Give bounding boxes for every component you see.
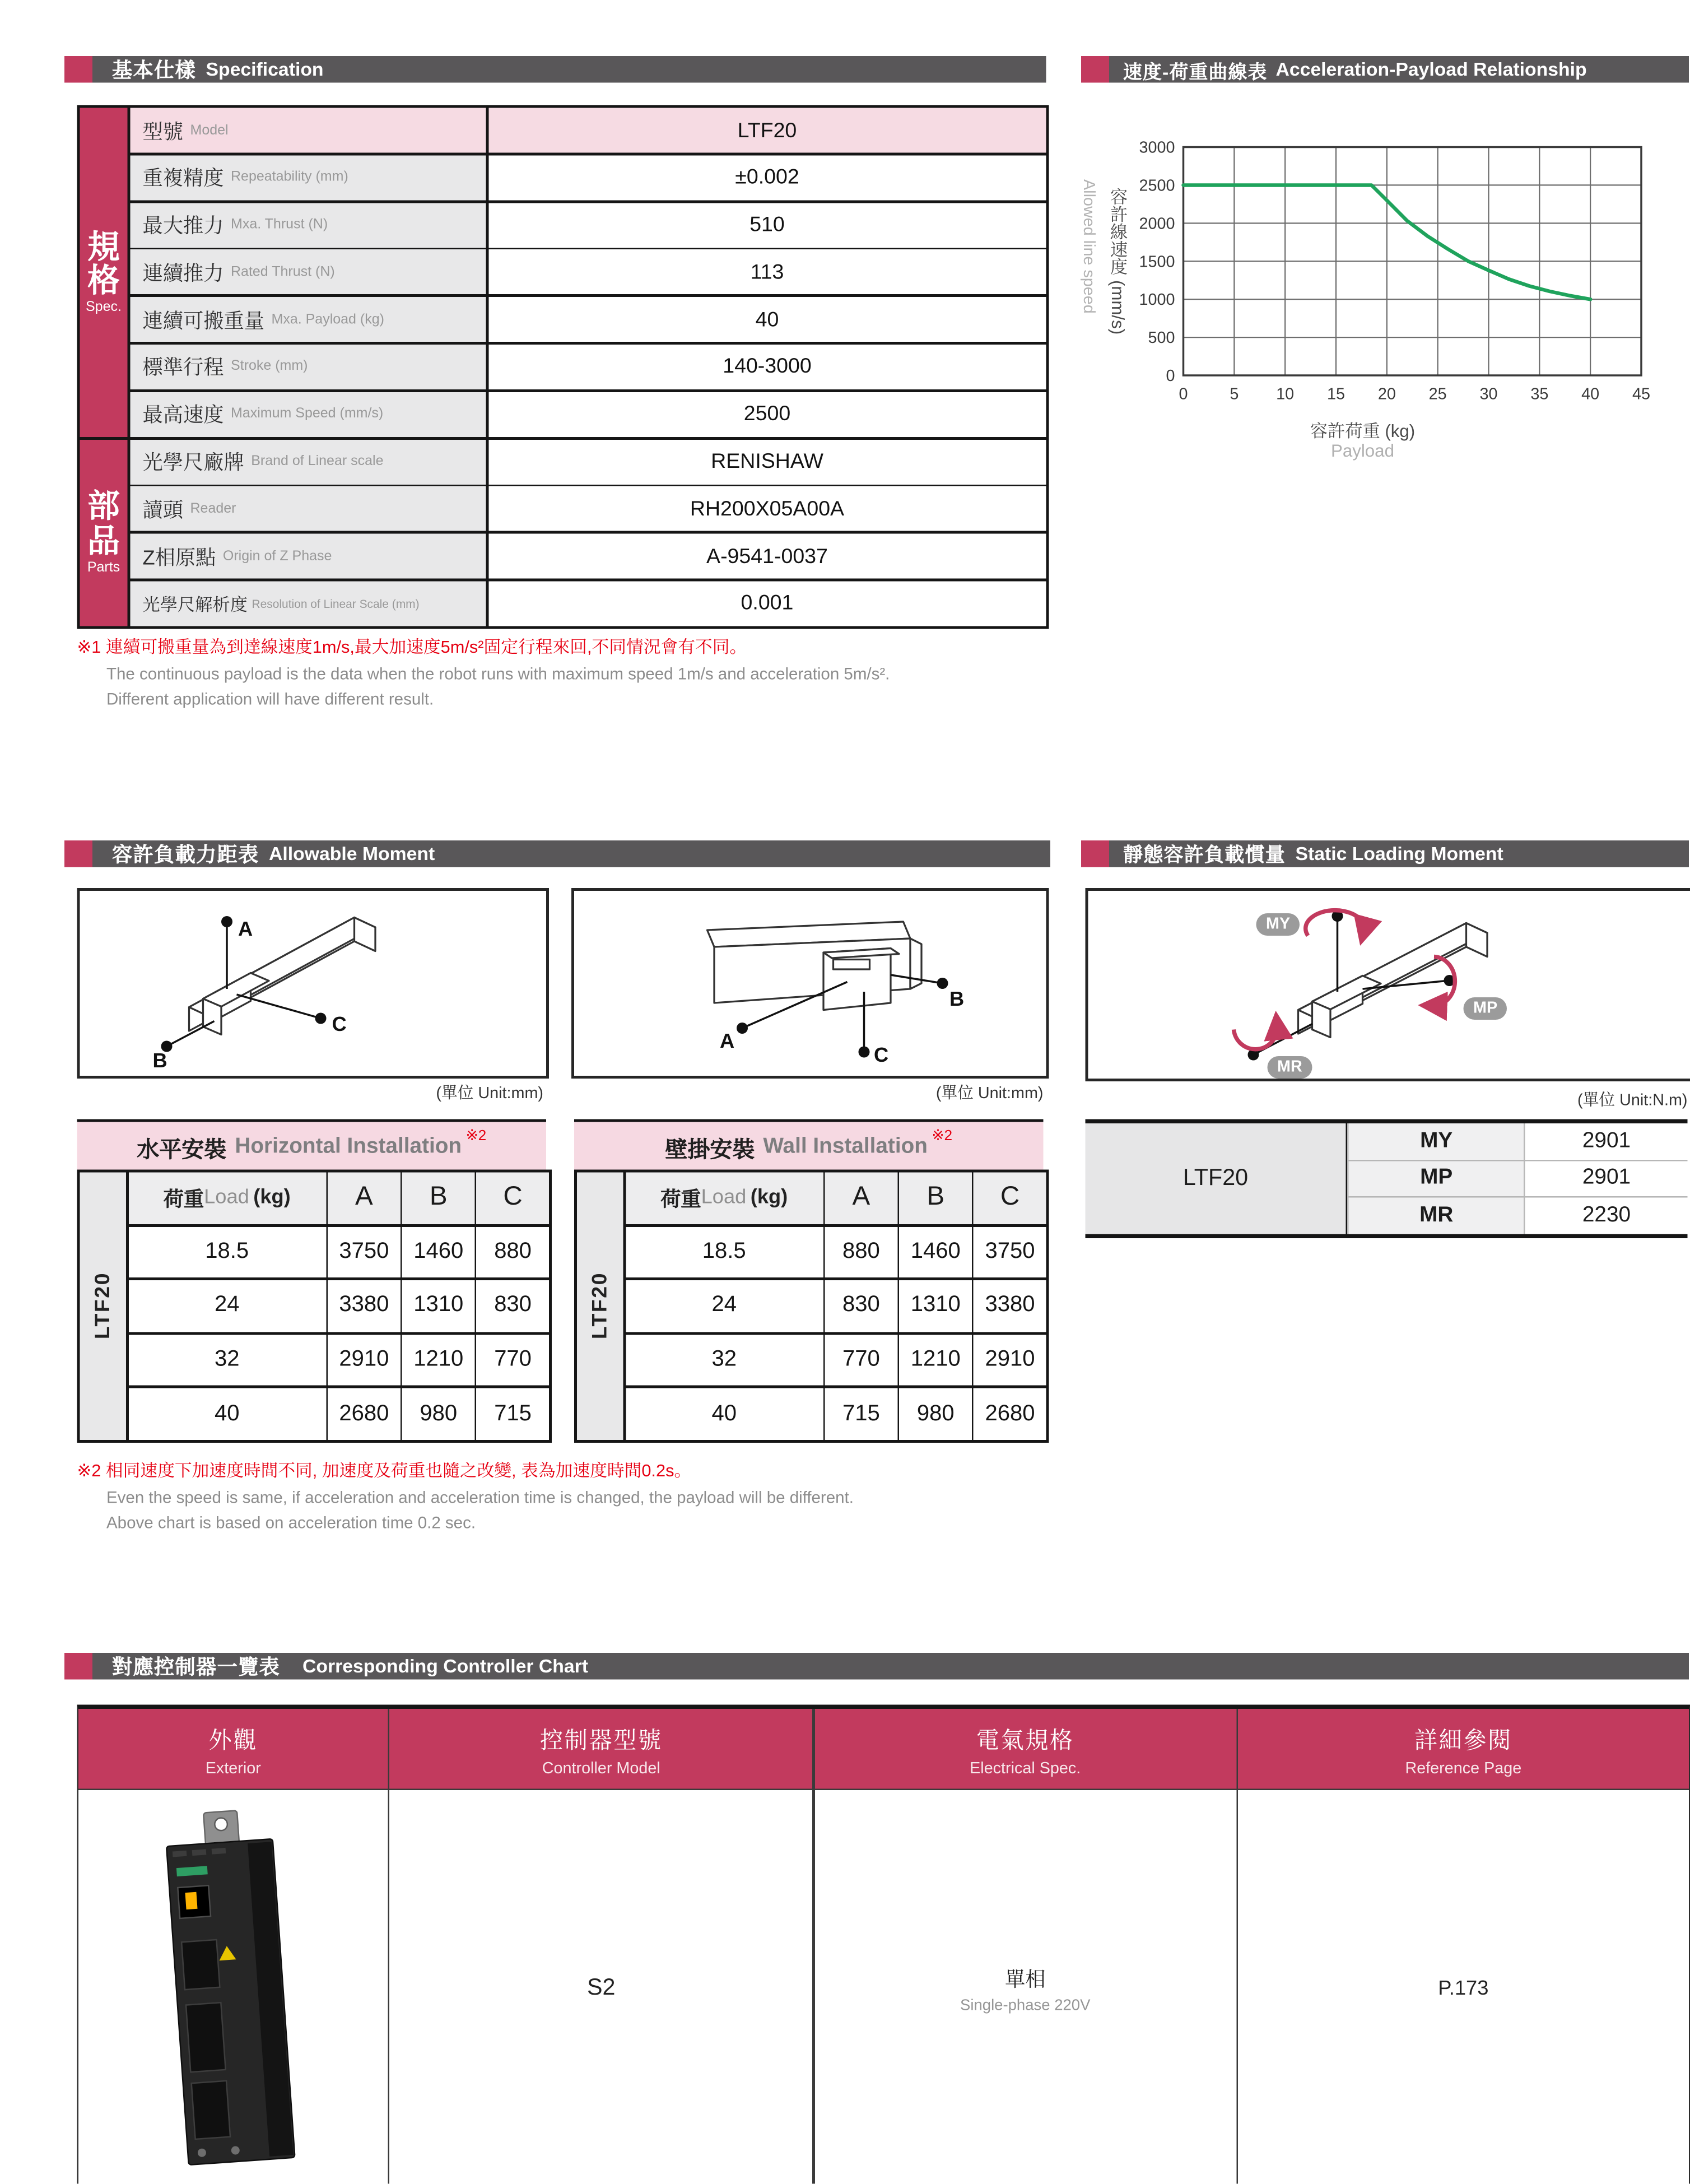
moment-axis-label-b: B [152, 1051, 167, 1073]
svg-text:500: 500 [1148, 329, 1175, 347]
model-band: LTF20 [577, 1173, 623, 1440]
table-cell: 2680 [974, 1388, 1046, 1440]
column-header-a: A [328, 1173, 400, 1224]
payload-chart-svg [1129, 98, 1689, 417]
table-cell: 18.5 [625, 1226, 823, 1278]
model-cell: LTF20 [1086, 1123, 1348, 1234]
unit-label-mm: (單位 Unit:mm) [436, 1085, 543, 1103]
accent-square [1081, 56, 1109, 83]
spec-row-label: 連續推力 Rated Thrust (N) [130, 250, 486, 295]
horizontal-moment-table [77, 1170, 552, 1443]
table-cell: 3380 [974, 1280, 1046, 1332]
rail-isometric-drawing [574, 891, 1046, 1076]
controller-table [77, 1705, 1690, 2184]
model-band: LTF20 [80, 1173, 127, 1440]
horizontal-install-header: 水平安裝 Horizontal Installation ※2 [77, 1119, 547, 1173]
moment-section-header [64, 840, 1050, 867]
svg-text:5: 5 [1230, 385, 1239, 403]
spec-row-label: 最高速度 Maximum Speed (mm/s) [130, 392, 486, 436]
svg-text:2500: 2500 [1139, 176, 1175, 195]
controller-col-reference: 詳細參閱 Reference Page [1238, 1709, 1689, 1789]
spec-band-parts [80, 439, 128, 626]
table-cell: 40 [128, 1388, 326, 1440]
accel-header-en: Acceleration-Payload Relationship [1275, 59, 1587, 80]
spec-row-label: 最大推力 Mxa. Thrust (N) [130, 202, 486, 247]
spec-header-zh: 基本仕樣 [112, 60, 196, 83]
moment-footnote [77, 1457, 1072, 1536]
moment-header-en: Allowable Moment [269, 843, 435, 865]
static-key: MP [1349, 1161, 1524, 1197]
controller-electrical-cell: 單相 Single-phase 220V [814, 1791, 1236, 2184]
accent-square [64, 840, 92, 867]
controller-header-zh: 對應控制器一覽表 [112, 1657, 280, 1680]
table-cell: 32 [625, 1334, 823, 1386]
accent-square [1081, 840, 1109, 867]
table-cell: 715 [477, 1388, 549, 1440]
load-column-header: 荷重 Load (kg) [128, 1173, 326, 1224]
spec-band-spec-en: Spec. [86, 300, 122, 316]
spec-row-value: 510 [488, 202, 1046, 247]
moment-axis-label-a: A [720, 1031, 735, 1053]
table-cell: 3380 [328, 1280, 400, 1332]
static-moment-diagram [1086, 888, 1690, 1081]
spec-row-label: 型號 Model [130, 108, 486, 153]
controller-header-en: Corresponding Controller Chart [302, 1656, 589, 1677]
column-header-b: B [900, 1173, 972, 1224]
footnote1-en1: The continuous payload is the data when the robot runs with maximum speed 1m/s and acceleration 5m/s². [106, 664, 890, 684]
static-section-header [1081, 840, 1689, 867]
table-cell: 980 [900, 1388, 972, 1440]
svg-text:20: 20 [1377, 385, 1396, 403]
svg-text:1000: 1000 [1139, 291, 1175, 309]
footnote1-en2: Different application will have different result. [106, 689, 434, 709]
spec-footnote [77, 633, 1072, 712]
svg-text:25: 25 [1428, 385, 1447, 403]
wall-install-header: 壁掛安裝 Wall Installation ※2 [574, 1119, 1044, 1173]
svg-text:2000: 2000 [1139, 215, 1175, 233]
static-moment-table [1086, 1119, 1688, 1239]
table-cell: 40 [625, 1388, 823, 1440]
accel-section-header [1081, 56, 1689, 83]
table-cell: 830 [477, 1280, 549, 1332]
static-axis-label-mr: MR [1268, 1056, 1312, 1079]
table-cell: 2910 [328, 1334, 400, 1386]
payload-chart [1078, 92, 1690, 513]
column-header-b: B [402, 1173, 474, 1224]
spec-row-label: 重複精度 Repeatability (mm) [130, 155, 486, 200]
footnote2-en1: Even the speed is same, if acceleration and acceleration time is changed, the payload will be different. [106, 1488, 854, 1507]
svg-text:40: 40 [1581, 385, 1600, 403]
table-cell: 3750 [974, 1226, 1046, 1278]
chart-ylabel-zh: 容許線速度 (mm/s) [1107, 188, 1128, 335]
unit-label-nm: (單位 Unit:N.m) [1577, 1093, 1688, 1109]
spec-row-value: ±0.002 [488, 155, 1046, 200]
svg-text:3000: 3000 [1139, 138, 1175, 157]
horizontal-moment-diagram [77, 888, 550, 1079]
table-cell: 770 [825, 1334, 897, 1386]
rail-isometric-drawing [1088, 891, 1690, 1079]
chart-xlabel-zh: 容許荷重 (kg) [1310, 421, 1416, 442]
table-cell: 1460 [402, 1226, 474, 1278]
spec-row-label: 讀頭 Reader [130, 486, 486, 531]
load-column-header: 荷重 Load (kg) [625, 1173, 823, 1224]
controller-exterior-cell [78, 1791, 388, 2184]
spec-band-spec-zh: 規格 [87, 227, 120, 299]
spec-row-value: LTF20 [488, 108, 1046, 153]
static-key: MY [1349, 1123, 1524, 1159]
spec-table [77, 105, 1049, 629]
svg-text:45: 45 [1632, 385, 1650, 403]
table-cell: 1210 [900, 1334, 972, 1386]
table-cell: 1210 [402, 1334, 474, 1386]
spec-row-value: 40 [488, 297, 1046, 342]
column-header-c: C [974, 1173, 1046, 1224]
moment-axis-label-c: C [332, 1014, 347, 1037]
table-cell: 1460 [900, 1226, 972, 1278]
spec-row-value: 0.001 [488, 581, 1046, 626]
controller-col-model: 控制器型號 Controller Model [390, 1709, 813, 1789]
spec-header-en: Specification [206, 59, 324, 80]
table-cell: 2910 [974, 1334, 1046, 1386]
moment-axis-label-b: B [949, 989, 965, 1011]
table-cell: 24 [128, 1280, 326, 1332]
table-cell: 980 [402, 1388, 474, 1440]
chart-ylabel-en: Allowed line speed [1079, 179, 1097, 314]
spec-band-parts-en: Parts [87, 560, 120, 576]
table-cell: 32 [128, 1334, 326, 1386]
spec-row-value: RH200X05A00A [488, 486, 1046, 531]
svg-text:1500: 1500 [1139, 253, 1175, 271]
static-key: MR [1349, 1198, 1524, 1234]
table-cell: 715 [825, 1388, 897, 1440]
controller-reference-cell: P.173 [1238, 1791, 1689, 2184]
spec-band-spec [80, 108, 128, 437]
table-cell: 3750 [328, 1226, 400, 1278]
table-cell: 1310 [900, 1280, 972, 1332]
accel-header-zh: 速度-荷重曲線表 [1123, 61, 1268, 82]
footnote1-zh: ※1 連續可搬重量為到達線速度1m/s,最大加速度5m/s²固定行程來回,不同情況會有不同。 [77, 637, 747, 657]
static-value: 2901 [1525, 1161, 1687, 1197]
controller-col-electrical: 電氣規格 Electrical Spec. [814, 1709, 1236, 1789]
svg-text:30: 30 [1479, 385, 1498, 403]
chart-xlabel-en: Payload [1331, 441, 1394, 461]
accent-square [64, 56, 92, 83]
footnote-ref: ※2 [932, 1127, 953, 1145]
column-header-c: C [477, 1173, 549, 1224]
accent-square [64, 1653, 92, 1680]
footnote2-en2: Above chart is based on acceleration time 0.2 sec. [106, 1512, 476, 1532]
table-cell: 770 [477, 1334, 549, 1386]
spec-row-label: 光學尺解析度 Resolution of Linear Scale (mm) [130, 581, 486, 626]
spec-row-value: RENISHAW [488, 439, 1046, 484]
controller-col-exterior: 外觀 Exterior [78, 1709, 388, 1789]
controller-model-cell: S2 [390, 1791, 813, 2184]
spec-row-value: 140-3000 [488, 345, 1046, 389]
moment-axis-label-c: C [874, 1045, 889, 1067]
static-value: 2901 [1525, 1123, 1687, 1159]
spec-row-value: A-9541-0037 [488, 534, 1046, 579]
table-cell: 830 [825, 1280, 897, 1332]
table-cell: 18.5 [128, 1226, 326, 1278]
table-cell: 880 [825, 1226, 897, 1278]
spec-row-label: 標準行程 Stroke (mm) [130, 345, 486, 389]
static-axis-label-my: MY [1256, 913, 1300, 936]
spec-row-label: Z相原點 Origin of Z Phase [130, 534, 486, 579]
svg-text:35: 35 [1530, 385, 1549, 403]
footnote-ref: ※2 [465, 1127, 487, 1145]
svg-text:10: 10 [1276, 385, 1295, 403]
static-axis-label-mp: MP [1464, 997, 1507, 1020]
static-header-en: Static Loading Moment [1295, 843, 1503, 865]
column-header-a: A [825, 1173, 897, 1224]
spec-row-value: 113 [488, 250, 1046, 295]
svg-text:0: 0 [1166, 367, 1175, 385]
moment-header-zh: 容許負載力距表 [112, 844, 259, 867]
spec-row-label: 連續可搬重量 Mxa. Payload (kg) [130, 297, 486, 342]
spec-row-value: 2500 [488, 392, 1046, 436]
controller-section-header [64, 1653, 1689, 1680]
table-cell: 1310 [402, 1280, 474, 1332]
spec-row-label: 光學尺廠牌 Brand of Linear scale [130, 439, 486, 484]
moment-axis-label-a: A [238, 919, 253, 941]
footnote2-zh: ※2 相同速度下加速度時間不同, 加速度及荷重也隨之改變, 表為加速度時間0.2s。 [77, 1461, 692, 1481]
wall-moment-diagram [571, 888, 1049, 1079]
svg-text:15: 15 [1327, 385, 1345, 403]
static-value: 2230 [1525, 1198, 1687, 1234]
table-cell: 2680 [328, 1388, 400, 1440]
wall-moment-table [574, 1170, 1049, 1443]
controller-product-image [128, 1805, 338, 2172]
static-header-zh: 靜態容許負載慣量 [1123, 842, 1286, 865]
rail-isometric-drawing [80, 891, 547, 1076]
spec-band-parts-zh: 部品 [87, 488, 120, 559]
unit-label-mm: (單位 Unit:mm) [935, 1085, 1044, 1103]
table-cell: 880 [477, 1226, 549, 1278]
spec-section-header [64, 56, 1046, 83]
svg-text:0: 0 [1179, 385, 1188, 403]
table-cell: 24 [625, 1280, 823, 1332]
